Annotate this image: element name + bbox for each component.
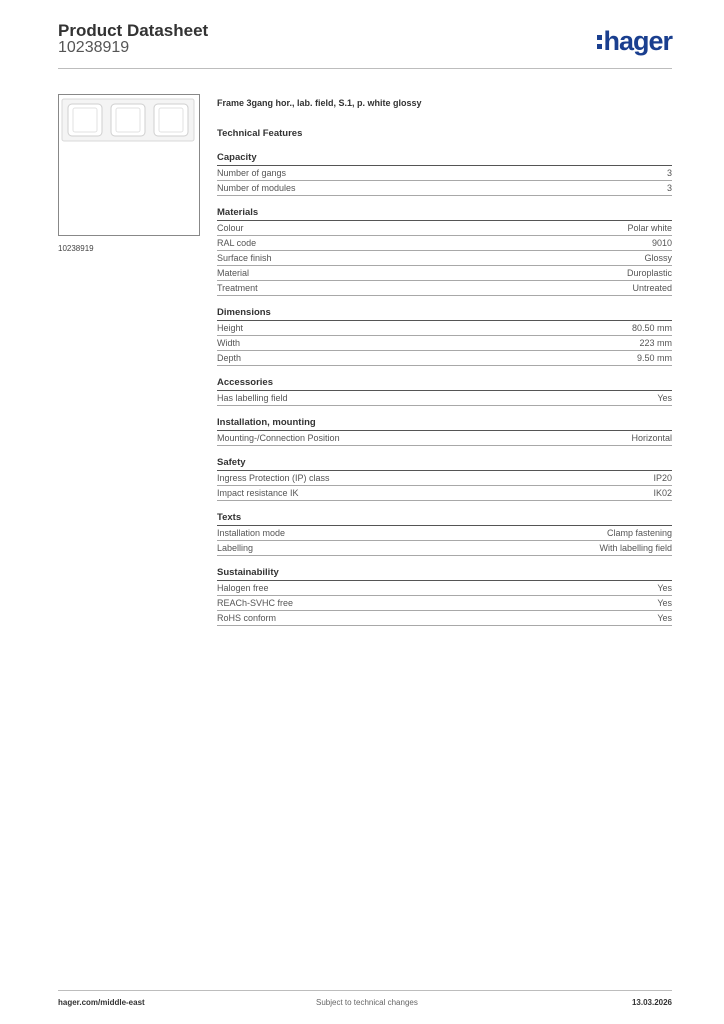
spec-content [217,96,672,626]
spec-label: Depth [217,353,242,363]
spec-row [217,526,672,541]
image-caption: 10238919 [58,244,94,253]
spec-value: 223 mm [639,338,672,348]
product-number: 10238919 [58,39,130,56]
spec-value: Yes [657,393,672,403]
spec-section [217,376,672,406]
spec-value: Yes [657,598,672,608]
spec-label: Has labelling field [217,393,288,403]
page-title: Product Datasheet [58,21,209,40]
section-title: Installation, mounting [217,416,672,431]
spec-row [217,181,672,196]
spec-row [217,486,672,501]
spec-value: Clamp fastening [606,528,672,538]
logo-text: hager [603,26,672,56]
spec-section [217,206,672,296]
spec-row [217,581,672,596]
spec-row [217,266,672,281]
spec-value: Horizontal [631,433,672,443]
spec-section [217,306,672,366]
spec-label: Number of gangs [217,168,287,178]
spec-value: Yes [657,583,672,593]
spec-section [217,511,672,556]
spec-label: Mounting-/Connection Position [217,433,340,443]
spec-row [217,596,672,611]
footer-website[interactable]: hager.com/middle-east [58,998,145,1007]
spec-section [217,416,672,446]
section-title: Capacity [217,151,672,166]
footer-notice: Subject to technical changes [316,998,418,1007]
section-title: Texts [217,511,672,526]
spec-row [217,541,672,556]
product-name: Frame 3gang hor., lab. field, S.1, p. white glossy [217,98,422,108]
logo-dots-icon [597,35,602,49]
spec-value: 3 [666,183,672,193]
spec-row [217,391,672,406]
spec-label: Number of modules [217,183,296,193]
spec-value: Polar white [627,223,672,233]
spec-label: Colour [217,223,244,233]
spec-sections [217,151,672,626]
spec-row [217,611,672,626]
spec-value: IK02 [653,488,672,498]
three-gang-frame-image [61,98,195,142]
footer-divider [58,990,672,991]
spec-label: Halogen free [217,583,269,593]
spec-label: Treatment [217,283,258,293]
spec-row [217,351,672,366]
section-title: Safety [217,456,672,471]
spec-value: Untreated [632,283,672,293]
spec-value: Duroplastic [626,268,672,278]
spec-row [217,281,672,296]
spec-row [217,471,672,486]
spec-label: RAL code [217,238,257,248]
spec-row [217,431,672,446]
spec-row [217,251,672,266]
section-title: Materials [217,206,672,221]
spec-label: Material [217,268,250,278]
spec-label: Impact resistance IK [217,488,299,498]
header-divider [58,68,672,69]
spec-label: Labelling [217,543,254,553]
section-title: Dimensions [217,306,672,321]
spec-section [217,151,672,196]
spec-value: 9.50 mm [636,353,672,363]
spec-row [217,221,672,236]
spec-label: Width [217,338,241,348]
product-image [58,94,200,236]
spec-value: 80.50 mm [631,323,672,333]
spec-section [217,566,672,626]
spec-row [217,166,672,181]
spec-value: 9010 [651,238,672,248]
spec-label: Surface finish [217,253,272,263]
spec-value: 3 [666,168,672,178]
spec-section [217,456,672,501]
spec-value: Yes [657,613,672,623]
spec-value: IP20 [653,473,672,483]
section-title: Accessories [217,376,672,391]
spec-value: With labelling field [599,543,672,553]
technical-features-title: Technical Features [217,128,303,139]
section-title: Sustainability [217,566,672,581]
spec-label: Installation mode [217,528,286,538]
spec-label: Ingress Protection (IP) class [217,473,330,483]
spec-label: REACh-SVHC free [217,598,294,608]
hager-logo [597,28,672,55]
footer-date: 13.03.2026 [631,998,672,1007]
spec-row [217,321,672,336]
spec-label: Height [217,323,244,333]
spec-label: RoHS conform [217,613,277,623]
spec-row [217,336,672,351]
spec-row [217,236,672,251]
spec-value: Glossy [644,253,672,263]
